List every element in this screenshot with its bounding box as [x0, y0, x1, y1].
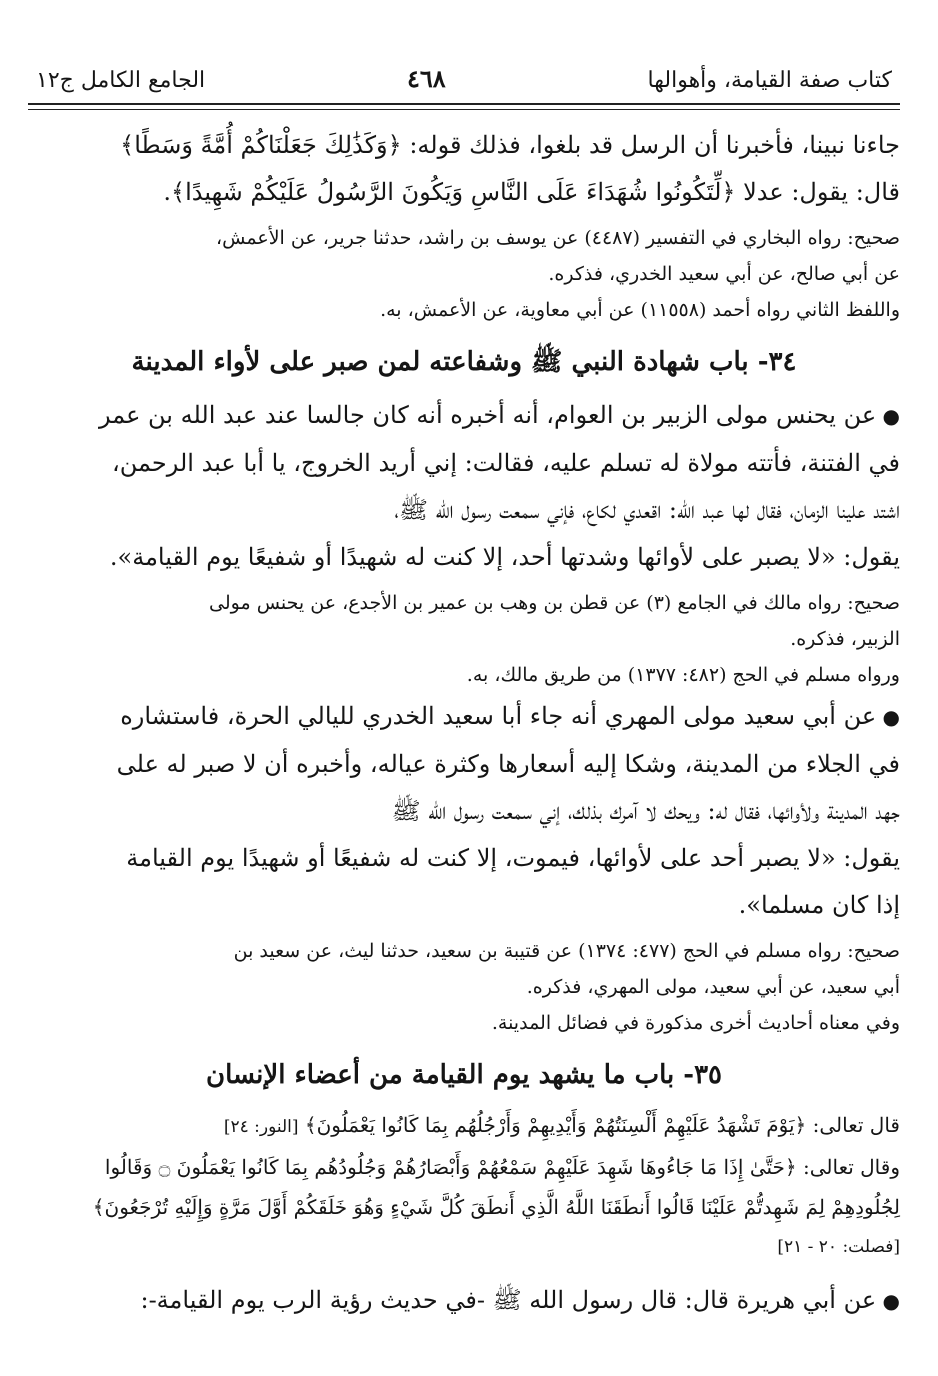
- quran-verse-1: [28, 1105, 900, 1147]
- note-line: عن أبي صالح، عن أبي سعيد الخدري، فذكره.: [548, 263, 900, 285]
- text-line: في الفتنة، فأتته مولاة له تسلم عليه، فقالت: إني أريد الخروج، يا أبا عبد الرحمن،: [112, 449, 900, 477]
- page-number: ٤٦٨: [407, 64, 446, 93]
- text-line: ● عن أبي سعيد مولى المهري أنه جاء أبا سعيد الخدري لليالي الحرة، فاستشاره: [28, 693, 900, 741]
- text-line: يقول: «لا يصبر على لأوائها وشدتها أحد، إلا كنت له شهيدًا أو شفيعًا يوم القيامة».: [109, 543, 900, 571]
- text-line: ● عن أبي هريرة قال: قال رسول الله ﷺ -في حديث رؤية الرب يوم القيامة-:: [28, 1277, 900, 1325]
- paragraph-1: [28, 122, 900, 216]
- hadith-34b: [28, 693, 900, 929]
- spacer: [28, 1267, 900, 1277]
- text-line: اشتد علينا الزمان، فقال لها عبد الله: اقعدي لكاع، فإني سمعت رسول الله ﷺ،: [394, 496, 900, 524]
- footnote-2: [28, 585, 900, 693]
- header-rule: [28, 103, 900, 105]
- verse-reference: [فصلت: ٢٠ - ٢١]: [777, 1237, 900, 1257]
- book-page: [28, 64, 900, 1325]
- verse-line: وقال تعالى: ﴿حَتَّىٰ إِذَا مَا جَاءُوهَا شَهِدَ عَلَيْهِمْ سَمْعُهُمْ وَأَبْصَارُهُمْ وَجُلُودُهُم بِمَا كَانُوا يَعْمَلُونَ ۝ وَقَالُوا: [104, 1155, 900, 1179]
- hadith-35a: [28, 1277, 900, 1325]
- text-line: إذا كان مسلما».: [738, 891, 900, 919]
- verse-line: [28, 1105, 900, 1147]
- footnote-1: [28, 220, 900, 328]
- book-title: الجامع الكامل ج١٢: [36, 68, 206, 93]
- note-line: صحيح: رواه البخاري في التفسير (٤٤٨٧) عن يوسف بن راشد، حدثنا جرير، عن الأعمش،: [216, 227, 900, 249]
- note-line: الزبير، فذكره.: [790, 628, 900, 650]
- chapter-heading-35: ٣٥- باب ما يشهد يوم القيامة من أعضاء الإنسان: [205, 1060, 723, 1090]
- text-line: في الجلاء من المدينة، وشكا إليه أسعارها وكثرة عياله، وأخبره أن لا صبر له على: [116, 750, 900, 778]
- hadith-34a: [28, 392, 900, 581]
- note-line: ورواه مسلم في الحج (٤٨٢: ١٣٧٧) من طريق مالك، به.: [466, 664, 900, 686]
- text-line: جاءنا نبينا، فأخبرنا أن الرسل قد بلغوا، فذلك قوله: ﴿وَكَذَٰلِكَ جَعَلْنَاكُمْ أُمَّةً وَسَطًا﴾: [120, 131, 900, 159]
- text-line: ● عن يحنس مولى الزبير بن العوام، أنه أخبره أنه كان جالسا عند عبد الله بن عمر: [28, 392, 900, 440]
- text-line: يقول: «لا يصبر أحد على لأوائها، فيموت، إلا كنت له شفيعًا أو شهيدًا يوم القيامة: [126, 844, 900, 872]
- footnote-3: [28, 933, 900, 1041]
- quran-verse-2: [28, 1147, 900, 1267]
- chapter-heading-34: ٣٤- باب شهادة النبي ﷺ وشفاعته لمن صبر على لأواء المدينة: [131, 347, 797, 377]
- header-rule-thin: [28, 109, 900, 110]
- note-line: صحيح: رواه مسلم في الحج (٤٧٧: ١٣٧٤) عن قتيبة بن سعيد، حدثنا ليث، عن سعيد بن: [233, 940, 900, 962]
- note-line: وفي معناه أحاديث أخرى مذكورة في فضائل المدينة.: [491, 1012, 900, 1034]
- verse-text: قال تعالى: ﴿يَوْمَ تَشْهَدُ عَلَيْهِمْ أَلْسِنَتُهُمْ وَأَيْدِيهِمْ وَأَرْجُلُهُم بِمَا كَانُوا يَعْمَلُونَ﴾: [304, 1113, 900, 1137]
- note-line: صحيح: رواه مالك في الجامع (٣) عن قطن بن وهب بن عمير بن الأجدع، عن يحنس مولى: [209, 592, 900, 614]
- text-line: قال: يقول: عدلا ﴿لِّتَكُونُوا شُهَدَاءَ عَلَى النَّاسِ وَيَكُونَ الرَّسُولُ عَلَيْكُمْ شَهِيدًا﴾.: [163, 178, 900, 206]
- verse-line: لِجُلُودِهِمْ لِمَ شَهِدتُّمْ عَلَيْنَا قَالُوا أَنطَقَنَا اللَّهُ الَّذِي أَنطَقَ كُلَّ شَيْءٍ وَهُوَ خَلَقَكُمْ أَوَّلَ مَرَّةٍ وَإِلَيْهِ تُرْجَعُونَ﴾: [92, 1195, 900, 1219]
- page-header: [28, 64, 900, 103]
- book-section-title: كتاب صفة القيامة، وأهوالها: [647, 68, 892, 93]
- text-line: جهد المدينة ولأوائها، فقال له: ويحك لا آمرك بذلك، إني سمعت رسول الله ﷺ: [391, 797, 900, 825]
- note-line: أبي سعيد، عن أبي سعيد، مولى المهري، فذكره.: [526, 976, 900, 998]
- verse-reference: [النور: ٢٤]: [223, 1117, 299, 1137]
- note-line: واللفظ الثاني رواه أحمد (١١٥٥٨) عن أبي معاوية، عن الأعمش، به.: [380, 299, 900, 321]
